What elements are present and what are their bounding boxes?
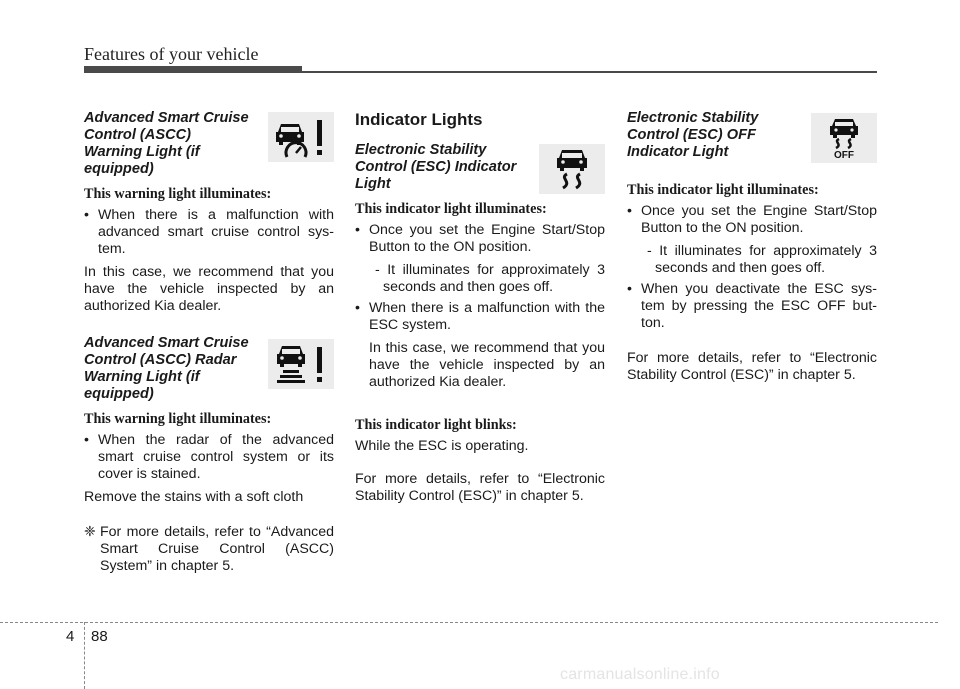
column-1 — [84, 110, 334, 575]
column-2 — [355, 110, 605, 511]
esc-indicator-bullet-cont: In this case, we recommend that you have the vehicle inspected by an authorized Kia dealer. — [369, 340, 605, 390]
page-number: 88 — [91, 628, 108, 645]
ascc-radar-body: Remove the stains with a soft cloth — [84, 489, 304, 505]
esc-indicator-icon — [539, 144, 605, 194]
page-section-number: 4 — [66, 628, 75, 645]
esc-indicator-title: Electronic Stability Control (ESC) Indicator Light — [355, 142, 517, 192]
note-mark-icon: ❈ — [84, 524, 96, 540]
indicator-lights-heading: Indicator Lights — [355, 110, 483, 129]
esc-indicator-reference: For more details, refer to “Electronic Stability Control (ESC)” in chapter 5. — [355, 471, 605, 504]
ascc-warning-body: In this case, we recommend that you have the vehicle inspected by an authorized Kia dealer. — [84, 264, 334, 314]
esc-indicator-lead-illuminates: This indicator light illuminates: — [355, 201, 547, 217]
esc-off-section-header — [627, 110, 877, 174]
esc-off-dash: - It illuminates for approximately 3 seconds and then goes off. — [647, 243, 877, 276]
esc-indicator-lead-blinks: This indicator light blinks: — [355, 417, 517, 433]
ascc-warning-title: Advanced Smart Cruise Control (ASCC) Warning Light (if equipped) — [84, 110, 249, 177]
ascc-radar-warning-icon — [268, 339, 334, 389]
watermark: carmanualsonline.info — [560, 666, 720, 683]
esc-off-bullet-on: • Once you set the Engine Start/Stop Button to the ON position. — [627, 203, 877, 237]
ascc-warning-section-header — [84, 110, 334, 178]
footer-divider — [84, 622, 85, 689]
esc-off-lead: This indicator light illuminates: — [627, 182, 819, 198]
esc-off-icon-label: OFF — [834, 150, 854, 160]
ascc-radar-section-header — [84, 335, 334, 403]
esc-off-reference: For more details, refer to “Electronic Stability Control (ESC)” in chapter 5. — [627, 350, 877, 383]
esc-off-title: Electronic Stability Control (ESC) OFF Indicator Light — [627, 110, 759, 160]
page-header-title: Features of your vehicle — [84, 44, 259, 64]
esc-indicator-bullet-malfunction: • When there is a malfunction with the ESC system. — [355, 300, 605, 334]
esc-indicator-section-header — [355, 142, 605, 193]
ascc-radar-title: Advanced Smart Cruise Control (ASCC) Radar Warning Light (if equipped) — [84, 335, 249, 402]
column-3 — [627, 110, 877, 390]
ascc-warning-icon — [268, 112, 334, 162]
ascc-reference-note-text: For more details, refer to “Advanced Smart Cruise Control (ASCC) System” in chapter 5. — [100, 524, 334, 574]
header-rule — [84, 71, 877, 73]
esc-indicator-dash: - It illuminates for approximately 3 seconds and then goes off. — [375, 262, 605, 295]
ascc-warning-bullet: • When there is a malfunction with advanced smart cruise control sys-tem. — [84, 207, 334, 258]
esc-off-icon — [811, 113, 877, 163]
ascc-radar-lead: This warning light illuminates: — [84, 411, 272, 427]
ascc-warning-lead: This warning light illuminates: — [84, 186, 272, 202]
esc-off-bullet-deactivate: • When you deactivate the ESC sys-tem by pressing the ESC OFF but-ton. — [627, 281, 877, 332]
esc-indicator-bullet-on: • Once you set the Engine Start/Stop Button to the ON position. — [355, 222, 605, 256]
ascc-reference-note — [84, 524, 334, 575]
esc-indicator-blinks-body: While the ESC is operating. — [355, 438, 529, 454]
footer-rule — [0, 622, 938, 623]
ascc-radar-bullet: • When the radar of the advanced smart cruise control system or its cover is stained. — [84, 432, 334, 483]
